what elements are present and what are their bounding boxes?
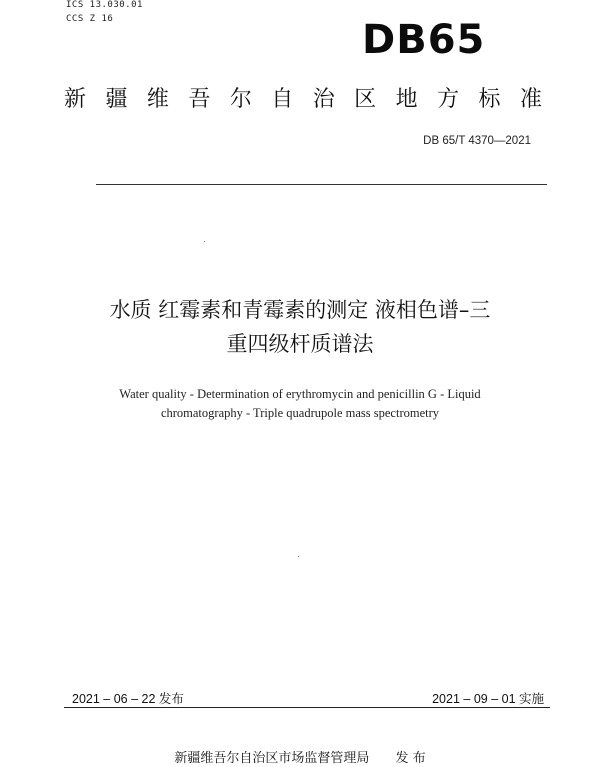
title-english bbox=[0, 385, 600, 423]
title-chinese-line-1: 水质 红霉素和青霉素的测定 液相色谱–三 bbox=[109, 298, 491, 322]
footer-divider bbox=[64, 707, 550, 708]
publisher-name: 新疆维吾尔自治区市场监督管理局 bbox=[174, 751, 370, 766]
standard-type-char: 治 bbox=[312, 87, 335, 112]
scan-speck bbox=[204, 241, 205, 242]
standard-number: DB 65/T 4370—2021 bbox=[423, 135, 531, 147]
standard-type-char: 地 bbox=[395, 87, 418, 112]
standard-type-title bbox=[64, 87, 542, 113]
title-chinese-line-2: 重四级杆质谱法 bbox=[226, 332, 374, 356]
header-divider bbox=[96, 184, 547, 185]
standard-type-char: 准 bbox=[519, 87, 542, 112]
standard-type-char: 吾 bbox=[188, 87, 211, 112]
title-english-line-1: Water quality - Determination of erythromycin and penicillin G - Liquid bbox=[119, 387, 481, 401]
standard-type-char: 方 bbox=[437, 87, 460, 112]
standard-type-char: 标 bbox=[478, 87, 501, 112]
publisher bbox=[0, 747, 600, 766]
standard-type-char: 新 bbox=[64, 87, 87, 112]
ics-code: ICS 13.030.01 bbox=[66, 0, 143, 10]
implementation-date: 2021 – 09 – 01 实施 bbox=[432, 692, 544, 706]
standard-type-char: 尔 bbox=[229, 87, 252, 112]
standard-type-char: 维 bbox=[146, 87, 169, 112]
standard-type-char: 疆 bbox=[105, 87, 128, 112]
issue-date: 2021 – 06 – 22 发布 bbox=[72, 692, 184, 706]
scan-speck bbox=[298, 556, 299, 557]
db65-logo: DB65 bbox=[362, 17, 486, 63]
standard-type-char: 自 bbox=[271, 87, 294, 112]
standard-type-char: 区 bbox=[354, 87, 377, 112]
title-english-line-2: chromatography - Triple quadrupole mass spectrometry bbox=[160, 406, 440, 420]
publisher-action: 发 布 bbox=[395, 751, 426, 766]
ccs-code: CCS Z 16 bbox=[66, 14, 114, 24]
